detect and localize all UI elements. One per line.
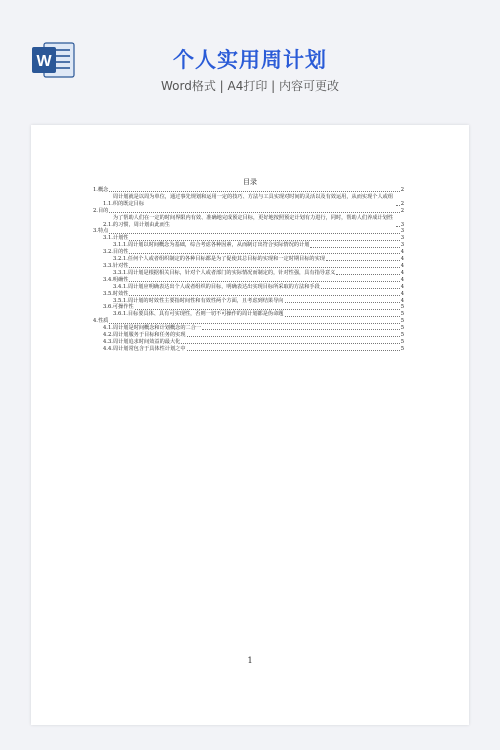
toc-entry[interactable]: 3.1. 计划性 3 [103,235,404,242]
toc-title: 目录 [243,178,257,186]
toc-entry[interactable]: 2.1. 为了帮助人们在一定的时间界限内有效、准确地完成预定目标，更好地按照预定计划有力进行，同时，帮助人们养成计划性的习惯，周计划由此而生 3 [103,214,404,228]
table-of-contents [93,187,404,353]
toc-entry[interactable]: 3.3. 针对性 4 [103,262,404,269]
page-title: 个人实用周计划 [173,48,327,72]
toc-entry[interactable]: 3.5.1. 周计划的时效性主要指时间性和有效性两个方面，且考虑到结果导向 4 [113,297,404,304]
toc-entry[interactable]: 1. 概念 2 [93,187,404,193]
toc-entry[interactable]: 3.4. 明确性 4 [103,276,404,283]
toc-entry[interactable]: 2. 目的 2 [93,207,404,214]
toc-entry[interactable]: 3.6. 可操作性 5 [103,304,404,311]
toc-entry[interactable]: 4. 性质 5 [93,318,404,325]
toc-entry[interactable]: 4.3. 周计划追求时间效益的最大化 5 [103,338,404,345]
page-subtitle: Word格式 | A4打印 | 内容可更改 [160,79,340,93]
toc-entry[interactable]: 3.2. 目的性 4 [103,249,404,256]
toc-entry[interactable]: 3.6.1. 目标要具体、具有可实现性，否则一切不可操作的周计划都是伪命题 5 [113,311,404,318]
document-page [31,125,469,725]
toc-entry[interactable]: 3.2.1. 任何个人或者组织制定的各种目标都是为了促使其总目标的实现和一定时期目标的实现 4 [113,256,404,263]
header [0,0,500,120]
toc-entry[interactable]: 3.1.1. 周计划以时间概念为基础，综合考虑各种因素，从而制订出符合实际情况的计划 3 [113,242,404,249]
page-number: 1 [247,656,253,665]
toc-entry[interactable]: 3.3.1. 周计划是根据相关目标，针对个人或者部门的实际情况而制定的，针对性强，具有指导意义 4 [113,269,404,276]
toc-entry[interactable]: 3. 特点 3 [93,228,404,235]
svg-text:W: W [36,53,52,70]
toc-entry[interactable]: 4.1. 周计划是时间概念和计划概念的二合一 5 [103,325,404,332]
toc-entry[interactable]: 1.1. 周计划就是以周为单位，通过事先规划和运用一定的技巧、方法与工具实现对时间的灵活以及有效运用，从而实现个人或组织的既定目标 2 [103,193,404,207]
toc-entry[interactable]: 4.2. 周计划服务于目标和任务的实现 5 [103,332,404,339]
toc-entry[interactable]: 4.4. 周计划常包含于具体性计划之中 5 [103,345,404,352]
toc-entry[interactable]: 3.5. 时效性 4 [103,290,404,297]
toc-entry[interactable]: 3.4.1. 周计划应明确表达出个人或者组织的目标，明确表达出实现目标所采取的方法和手段 4 [113,283,404,290]
